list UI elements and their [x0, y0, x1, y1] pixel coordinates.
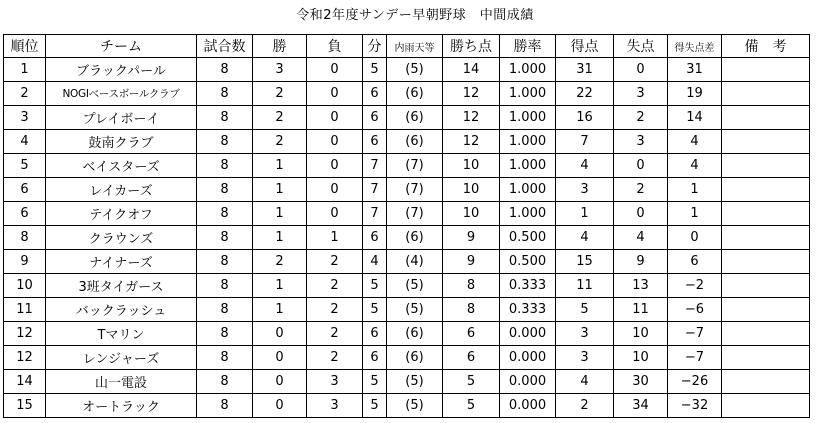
header-points: 勝ち点: [443, 35, 500, 58]
cell-losses: 0: [307, 130, 363, 154]
cell-points: 8: [443, 298, 500, 322]
cell-wins: 0: [253, 394, 307, 418]
cell-games: 8: [197, 178, 253, 202]
table-row: [4, 370, 810, 394]
cell-win-rate: 0.000: [500, 346, 556, 370]
table-header-row: [4, 35, 810, 58]
table-row: [4, 130, 810, 154]
cell-points: 6: [443, 346, 500, 370]
cell-rank: 6: [4, 202, 46, 226]
cell-wins: 2: [253, 250, 307, 274]
cell-games: 8: [197, 202, 253, 226]
cell-remarks: [722, 130, 810, 154]
cell-diff: −26: [668, 370, 722, 394]
cell-remarks: [722, 202, 810, 226]
table-row: [4, 250, 810, 274]
cell-draws: 5: [363, 298, 387, 322]
cell-team: ベイスターズ: [46, 154, 197, 178]
cell-points: 5: [443, 370, 500, 394]
cell-runs-scored: 5: [556, 298, 614, 322]
cell-losses: 2: [307, 250, 363, 274]
cell-win-rate: 1.000: [500, 58, 556, 82]
cell-rank: 5: [4, 154, 46, 178]
cell-team: NOGIベースボールクラブ: [46, 82, 197, 106]
cell-games: 8: [197, 106, 253, 130]
cell-team: クラウンズ: [46, 226, 197, 250]
cell-diff: 4: [668, 154, 722, 178]
cell-wins: 1: [253, 202, 307, 226]
cell-team: ブラックパール: [46, 58, 197, 82]
cell-points: 6: [443, 322, 500, 346]
cell-losses: 0: [307, 154, 363, 178]
header-losses: 負: [307, 35, 363, 58]
header-win-rate: 勝率: [500, 35, 556, 58]
cell-team: 3班タイガース: [46, 274, 197, 298]
cell-losses: 0: [307, 82, 363, 106]
cell-win-rate: 0.333: [500, 274, 556, 298]
cell-rank: 4: [4, 130, 46, 154]
cell-points: 5: [443, 394, 500, 418]
cell-draws: 6: [363, 226, 387, 250]
cell-points: 8: [443, 274, 500, 298]
cell-remarks: [722, 58, 810, 82]
cell-runs-allowed: 34: [614, 394, 668, 418]
cell-runs-scored: 3: [556, 346, 614, 370]
cell-runs-allowed: 3: [614, 130, 668, 154]
table-row: [4, 58, 810, 82]
cell-runs-allowed: 10: [614, 346, 668, 370]
cell-win-rate: 0.000: [500, 394, 556, 418]
table-row: [4, 274, 810, 298]
cell-remarks: [722, 274, 810, 298]
cell-rank: 12: [4, 322, 46, 346]
cell-runs-allowed: 2: [614, 106, 668, 130]
cell-remarks: [722, 226, 810, 250]
cell-rank: 14: [4, 370, 46, 394]
table-row: [4, 322, 810, 346]
cell-runs-allowed: 2: [614, 178, 668, 202]
cell-win-rate: 1.000: [500, 82, 556, 106]
header-team: チーム: [46, 35, 197, 58]
cell-games: 8: [197, 370, 253, 394]
cell-runs-allowed: 4: [614, 226, 668, 250]
cell-remarks: [722, 154, 810, 178]
cell-runs-scored: 7: [556, 130, 614, 154]
cell-games: 8: [197, 298, 253, 322]
cell-rain: (6): [387, 82, 443, 106]
cell-points: 10: [443, 154, 500, 178]
cell-runs-allowed: 0: [614, 154, 668, 178]
cell-runs-scored: 31: [556, 58, 614, 82]
table-row: [4, 178, 810, 202]
cell-win-rate: 1.000: [500, 106, 556, 130]
cell-losses: 2: [307, 274, 363, 298]
cell-losses: 3: [307, 370, 363, 394]
cell-rain: (6): [387, 106, 443, 130]
table-row: [4, 298, 810, 322]
cell-diff: 0: [668, 226, 722, 250]
cell-diff: −7: [668, 322, 722, 346]
cell-rain: (6): [387, 346, 443, 370]
cell-remarks: [722, 178, 810, 202]
table-row: [4, 226, 810, 250]
cell-draws: 5: [363, 274, 387, 298]
cell-rank: 1: [4, 58, 46, 82]
cell-team: Tマリン: [46, 322, 197, 346]
cell-runs-scored: 2: [556, 394, 614, 418]
cell-losses: 1: [307, 226, 363, 250]
cell-win-rate: 1.000: [500, 130, 556, 154]
cell-rain: (7): [387, 202, 443, 226]
cell-losses: 0: [307, 178, 363, 202]
cell-points: 10: [443, 202, 500, 226]
cell-losses: 0: [307, 202, 363, 226]
cell-remarks: [722, 106, 810, 130]
header-draws: 分: [363, 35, 387, 58]
cell-diff: 1: [668, 178, 722, 202]
cell-rank: 9: [4, 250, 46, 274]
header-rain: 内雨天等: [387, 35, 443, 58]
cell-runs-allowed: 0: [614, 58, 668, 82]
cell-points: 9: [443, 226, 500, 250]
cell-runs-scored: 15: [556, 250, 614, 274]
table-row: [4, 106, 810, 130]
table-row: [4, 394, 810, 418]
cell-team: レンジャーズ: [46, 346, 197, 370]
cell-losses: 2: [307, 322, 363, 346]
cell-points: 12: [443, 106, 500, 130]
cell-diff: 14: [668, 106, 722, 130]
cell-draws: 4: [363, 250, 387, 274]
cell-team: レイカーズ: [46, 178, 197, 202]
cell-losses: 2: [307, 298, 363, 322]
cell-remarks: [722, 298, 810, 322]
cell-rain: (5): [387, 274, 443, 298]
cell-runs-scored: 1: [556, 202, 614, 226]
cell-draws: 7: [363, 178, 387, 202]
cell-runs-scored: 3: [556, 322, 614, 346]
cell-games: 8: [197, 346, 253, 370]
cell-remarks: [722, 250, 810, 274]
cell-rain: (5): [387, 58, 443, 82]
cell-runs-allowed: 9: [614, 250, 668, 274]
cell-rain: (7): [387, 154, 443, 178]
cell-draws: 5: [363, 58, 387, 82]
cell-wins: 2: [253, 106, 307, 130]
cell-draws: 5: [363, 394, 387, 418]
cell-win-rate: 1.000: [500, 154, 556, 178]
cell-win-rate: 0.500: [500, 226, 556, 250]
cell-losses: 0: [307, 106, 363, 130]
cell-diff: 6: [668, 250, 722, 274]
cell-runs-scored: 4: [556, 226, 614, 250]
cell-games: 8: [197, 322, 253, 346]
cell-wins: 1: [253, 298, 307, 322]
cell-runs-allowed: 11: [614, 298, 668, 322]
cell-points: 9: [443, 250, 500, 274]
cell-runs-allowed: 3: [614, 82, 668, 106]
cell-remarks: [722, 82, 810, 106]
cell-rank: 2: [4, 82, 46, 106]
cell-wins: 0: [253, 346, 307, 370]
cell-games: 8: [197, 82, 253, 106]
cell-remarks: [722, 370, 810, 394]
table-row: [4, 154, 810, 178]
cell-rank: 10: [4, 274, 46, 298]
header-games: 試合数: [197, 35, 253, 58]
cell-losses: 3: [307, 394, 363, 418]
cell-diff: 1: [668, 202, 722, 226]
cell-games: 8: [197, 130, 253, 154]
cell-draws: 6: [363, 130, 387, 154]
cell-points: 10: [443, 178, 500, 202]
cell-games: 8: [197, 154, 253, 178]
cell-losses: 0: [307, 58, 363, 82]
page-title: 令和2年度サンデー早朝野球 中間成績: [296, 8, 534, 23]
cell-games: 8: [197, 58, 253, 82]
cell-win-rate: 1.000: [500, 178, 556, 202]
cell-games: 8: [197, 226, 253, 250]
header-runs-scored: 得点: [556, 35, 614, 58]
cell-runs-allowed: 0: [614, 202, 668, 226]
cell-team: オートラック: [46, 394, 197, 418]
cell-games: 8: [197, 274, 253, 298]
cell-team: 鼓南クラブ: [46, 130, 197, 154]
cell-points: 12: [443, 130, 500, 154]
table-row: [4, 346, 810, 370]
cell-rain: (6): [387, 130, 443, 154]
header-rank: 順位: [4, 35, 46, 58]
cell-points: 14: [443, 58, 500, 82]
cell-rain: (4): [387, 250, 443, 274]
cell-wins: 1: [253, 178, 307, 202]
cell-win-rate: 0.000: [500, 370, 556, 394]
cell-team: 山一電設: [46, 370, 197, 394]
cell-runs-scored: 11: [556, 274, 614, 298]
cell-win-rate: 0.500: [500, 250, 556, 274]
cell-remarks: [722, 394, 810, 418]
cell-team: バックラッシュ: [46, 298, 197, 322]
cell-rank: 15: [4, 394, 46, 418]
cell-rain: (5): [387, 298, 443, 322]
header-diff: 得失点差: [668, 35, 722, 58]
cell-diff: 19: [668, 82, 722, 106]
cell-draws: 6: [363, 82, 387, 106]
cell-wins: 2: [253, 82, 307, 106]
cell-win-rate: 0.333: [500, 298, 556, 322]
cell-wins: 1: [253, 274, 307, 298]
cell-losses: 2: [307, 346, 363, 370]
cell-team: ナイナーズ: [46, 250, 197, 274]
cell-wins: 1: [253, 226, 307, 250]
cell-runs-allowed: 10: [614, 322, 668, 346]
cell-win-rate: 1.000: [500, 202, 556, 226]
cell-remarks: [722, 322, 810, 346]
cell-runs-allowed: 13: [614, 274, 668, 298]
cell-diff: −7: [668, 346, 722, 370]
header-runs-allowed: 失点: [614, 35, 668, 58]
table-row: [4, 82, 810, 106]
cell-rain: (5): [387, 394, 443, 418]
cell-team: テイクオフ: [46, 202, 197, 226]
cell-draws: 7: [363, 154, 387, 178]
cell-runs-scored: 4: [556, 370, 614, 394]
cell-rank: 12: [4, 346, 46, 370]
cell-runs-scored: 22: [556, 82, 614, 106]
cell-points: 12: [443, 82, 500, 106]
cell-rain: (7): [387, 178, 443, 202]
cell-draws: 6: [363, 322, 387, 346]
cell-diff: −6: [668, 298, 722, 322]
header-remarks: 備 考: [722, 35, 810, 58]
cell-rain: (5): [387, 370, 443, 394]
cell-rank: 8: [4, 226, 46, 250]
cell-win-rate: 0.000: [500, 322, 556, 346]
cell-diff: 31: [668, 58, 722, 82]
header-wins: 勝: [253, 35, 307, 58]
cell-remarks: [722, 346, 810, 370]
cell-runs-scored: 3: [556, 178, 614, 202]
cell-rain: (6): [387, 226, 443, 250]
cell-wins: 2: [253, 130, 307, 154]
standings-table: [3, 34, 810, 418]
table-row: [4, 202, 810, 226]
cell-rank: 6: [4, 178, 46, 202]
cell-wins: 0: [253, 322, 307, 346]
cell-wins: 1: [253, 154, 307, 178]
cell-draws: 5: [363, 370, 387, 394]
cell-runs-scored: 4: [556, 154, 614, 178]
cell-diff: −32: [668, 394, 722, 418]
cell-draws: 7: [363, 202, 387, 226]
cell-team: プレイボーイ: [46, 106, 197, 130]
cell-rank: 3: [4, 106, 46, 130]
cell-draws: 6: [363, 106, 387, 130]
cell-wins: 3: [253, 58, 307, 82]
cell-diff: −2: [668, 274, 722, 298]
cell-games: 8: [197, 250, 253, 274]
table-body: [4, 58, 810, 418]
cell-rain: (6): [387, 322, 443, 346]
cell-runs-scored: 16: [556, 106, 614, 130]
cell-runs-allowed: 30: [614, 370, 668, 394]
cell-rank: 11: [4, 298, 46, 322]
cell-wins: 0: [253, 370, 307, 394]
cell-draws: 6: [363, 346, 387, 370]
cell-diff: 4: [668, 130, 722, 154]
cell-games: 8: [197, 394, 253, 418]
